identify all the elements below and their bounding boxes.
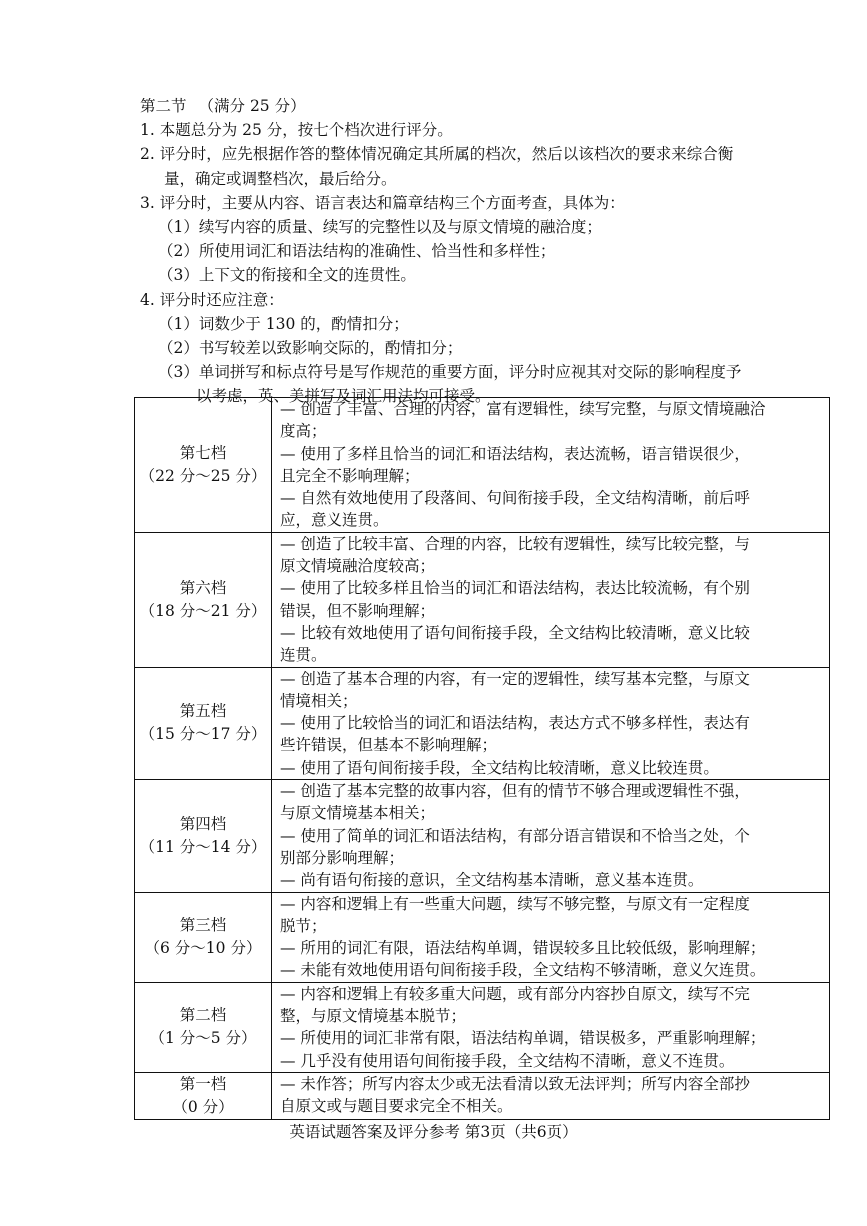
grade-criterion-line: — 创造了比较丰富、合理的内容，比较有逻辑性，续写比较完整，与 [280, 534, 750, 553]
grade-row [135, 892, 830, 982]
grade-row [135, 532, 830, 667]
grade-range: （1 分～5 分） [149, 1029, 257, 1048]
grade-criterion-line: — 所用的词汇有限，语法结构单调，错误较多且比较低级，影响理解； [280, 939, 766, 958]
grade-name: 第五档 [179, 702, 227, 721]
rule-line: 4. 评分时还应注意： [140, 290, 284, 309]
grade-row [135, 398, 830, 533]
grade-description [272, 398, 830, 533]
grade-criterion-line: — 内容和逻辑上有较多重大问题，或有部分内容抄自原文，续写不完 [280, 984, 750, 1003]
grade-band [135, 398, 272, 533]
grade-band [135, 667, 272, 779]
scoring-instructions [140, 94, 830, 409]
rule-line: （1）词数少于 130 的，酌情扣分； [158, 314, 409, 333]
grade-criterion-line: — 未能有效地使用语句间衔接手段，全文结构不够清晰，意义欠连贯。 [280, 961, 766, 980]
rule-line: （1）续写内容的质量、续写的完整性以及与原文情境的融洽度； [158, 218, 602, 237]
grade-criterion-line: — 使用了多样且恰当的词汇和语法结构，表达流畅，语言错误很少， [280, 444, 750, 463]
rule-line: （3）单词拼写和标点符号是写作规范的重要方面，评分时应视其对交际的影响程度予 [158, 363, 742, 382]
rule-line: 2. 评分时，应先根据作答的整体情况确定其所属的档次，然后以该档次的要求来综合衡 [140, 145, 734, 164]
grade-row [135, 1072, 830, 1119]
rule-line: （2）书写较差以致影响交际的，酌情扣分； [158, 339, 463, 358]
grade-description [272, 532, 830, 667]
rule-line: （2）所使用词汇和语法结构的准确性、恰当性和多样性； [158, 242, 556, 261]
grade-description [272, 982, 830, 1072]
rule-line: 1. 本题总分为 25 分，按七个档次进行评分。 [140, 121, 453, 140]
grading-table [134, 397, 830, 1120]
grade-criterion-line: 些许错误，但基本不影响理解； [280, 736, 498, 755]
section-score: （满分 25 分） [198, 97, 306, 115]
grade-criterion-line: 与原文情境基本相关； [280, 804, 436, 823]
grade-row [135, 982, 830, 1072]
grade-range: （6 分～10 分） [144, 939, 262, 958]
grade-name: 第六档 [179, 578, 227, 597]
section-title [140, 94, 830, 118]
grade-description [272, 1072, 830, 1119]
grade-criterion-line: 原文情境融洽度较高； [280, 557, 436, 576]
grade-criterion-line: — 使用了比较多样且恰当的词汇和语法结构，表达比较流畅，有个别 [280, 579, 750, 598]
grade-name: 第一档 [179, 1074, 227, 1093]
grade-range: （0 分） [172, 1097, 234, 1116]
grade-criterion-line: — 未作答；所写内容太少或无法看清以致无法评判；所写内容全部抄 [280, 1074, 750, 1093]
rule-line: 以考虑，英、美拼写及词汇用法均可接受。 [196, 387, 491, 406]
page-footer: 英语试题答案及评分参考 第3页（共6页） [289, 1123, 578, 1141]
grade-range: （22 分～25 分） [139, 466, 267, 485]
grade-name: 第七档 [179, 443, 227, 462]
grade-band [135, 892, 272, 982]
grade-name: 第四档 [179, 814, 227, 833]
grade-criterion-line: 应，意义连贯。 [280, 511, 389, 530]
grade-criterion-line: 错误，但不影响理解； [280, 601, 436, 620]
grade-criterion-line: — 自然有效地使用了段落间、句间衔接手段，全文结构清晰，前后呼 [280, 489, 750, 508]
grade-criterion-line: — 使用了比较恰当的词汇和语法结构，表达方式不够多样性，表达有 [280, 714, 750, 733]
grade-criterion-line: 情境相关； [280, 691, 358, 710]
grading-table-body [135, 398, 830, 1120]
grade-description [272, 892, 830, 982]
grade-criterion-line: — 使用了简单的词汇和语法结构，有部分语言错误和不恰当之处，个 [280, 826, 750, 845]
rule-line: 量，确定或调整档次，最后给分。 [164, 169, 397, 188]
grade-criterion-line: — 比较有效地使用了语句间衔接手段，全文结构比较清晰，意义比较 [280, 623, 750, 642]
grade-criterion-line: — 所使用的词汇非常有限，语法结构单调，错误极多，严重影响理解； [280, 1029, 766, 1048]
grade-row [135, 780, 830, 892]
rule-line: （3）上下文的衔接和全文的连贯性。 [158, 266, 416, 285]
rule-line: 3. 评分时，主要从内容、语言表达和篇章结构三个方面考查，具体为： [140, 193, 625, 212]
grade-criterion-line: 度高； [280, 422, 327, 441]
grade-description [272, 667, 830, 779]
grade-criterion-line: — 几乎没有使用语句间衔接手段，全文结构不清晰，意义不连贯。 [280, 1051, 735, 1070]
grade-criterion-line: 连贯。 [280, 646, 327, 665]
grade-criterion-line: 整，与原文情境基本脱节； [280, 1007, 467, 1026]
grade-criterion-line: 自原文或与题目要求完全不相关。 [280, 1097, 513, 1116]
grade-band [135, 982, 272, 1072]
grade-row [135, 667, 830, 779]
grade-name: 第三档 [179, 916, 227, 935]
grade-name: 第二档 [179, 1006, 227, 1025]
grade-band [135, 1072, 272, 1119]
grade-criterion-line: — 尚有语句衔接的意识，全文结构基本清晰，意义基本连贯。 [280, 871, 704, 890]
grade-description [272, 780, 830, 892]
grade-criterion-line: 别部分影响理解； [280, 848, 405, 867]
grade-criterion-line: — 创造了基本完整的故事内容，但有的情节不够合理或逻辑性不强， [280, 782, 750, 801]
grade-criterion-line: 且完全不影响理解； [280, 466, 420, 485]
grade-range: （15 分～17 分） [139, 725, 267, 744]
grade-criterion-line: — 创造了丰富、合理的内容，富有逻辑性，续写完整，与原文情境融洽 [280, 400, 766, 418]
grade-range: （11 分～14 分） [139, 837, 267, 856]
grade-criterion-line: — 使用了语句间衔接手段，全文结构比较清晰，意义比较连贯。 [280, 758, 719, 777]
section-name: 第二节 [140, 97, 187, 115]
grade-band [135, 532, 272, 667]
grade-criterion-line: — 内容和逻辑上有一些重大问题，续写不够完整，与原文有一定程度 [280, 894, 750, 913]
grade-criterion-line: 脱节； [280, 916, 327, 935]
grade-range: （18 分～21 分） [139, 601, 267, 620]
grade-criterion-line: — 创造了基本合理的内容，有一定的逻辑性，续写基本完整，与原文 [280, 669, 750, 688]
grade-band [135, 780, 272, 892]
rules-list [140, 118, 830, 408]
